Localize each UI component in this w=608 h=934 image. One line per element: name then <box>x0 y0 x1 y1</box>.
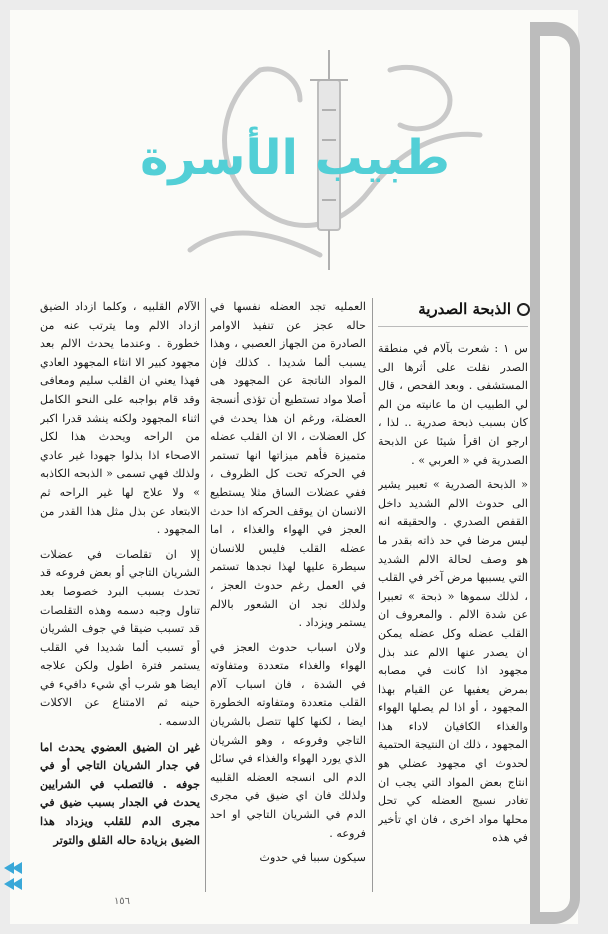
arrows-icon <box>2 858 24 892</box>
paragraph: سيكون سببا في حدوث <box>259 851 366 865</box>
section-heading <box>378 296 530 322</box>
paragraph: « الذبحة الصدرية » تعبير يشير الى حدوث الالم الشديد داخل القفص الصدري . والحقيقه انه ليس مرضا في حد ذاته بقدر ما هو وصف لحالة الالم الشديد التي يسببها مرض آخر في القلب ، لذلك سموها « ذبحة » تعبيرا عن شدة الالم . والمعروف ان القلب عضله وكل عضله يمكن ان يصدر عنها الالم عند بذل مجهود اذا كانت في مصابه بمرض يعفيها عن القيام بهذا المجهود ، أو اذا لم يصلها الهواء والغذاء الكافيان لاداء هذا المجهود ، ذلك ان النتيجة الحتمية لحدوث اي مجهود عضلي هو انتاج بعض المواد التي يجب ان تغادر نسيج العضله كي تحل محلها مواد اخرى ، فان اي تأخير في هذه <box>378 478 528 845</box>
page-title: طبيب الأسرة <box>140 130 450 186</box>
page-frame-inner <box>540 36 570 912</box>
article-column-2 <box>210 298 366 892</box>
section-heading-text: الذبحة الصدرية <box>418 300 511 318</box>
paragraph: العمليه تجد العضله نفسها في حاله عجز عن تنفيذ الاوامر الصادرة من الجهاز العصبي ، وهذا يسبب ألما شديدا . كذلك فإن المواد الناتجة عن المجهود هى أصلا مواد تستطيع أن تؤذى أنسجة العضلة، ورغم ان هذا يحدث في كل العضلات ، الا ان القلب عضله متميزة فأهم ميزاتها انها تستمر في الحركه تحت كل الظروف ، ففي عضلات الساق مثلا يستطيع الانسان ان يوقف الحركه اذا حدث العجز في الهواء والغذاء ، اما عضله القلب فليس للانسان سيطرة عليها لهذا نجدها تستمر في العمل رغم حدوث العجز ، ولذلك نجد ان الشعور بالالم يستمر ويزداد . <box>210 300 366 630</box>
column-divider-right <box>372 298 373 892</box>
paragraph: الآلام القلبيه ، وكلما ازداد الضيق ازداد الالم وما يترتب عنه من خطورة . وعندما يحدث الالم بعد مجهود كبير الا انثاء المجهود العادي فهذا يعني ان القلب سليم ومعافى وقد قام بواجبه على النحو الكامل اثناء المجهود ولكنه ينشد قدرا اكبر من الراحه ويحدث هذا لكل الاصحاء اذا بذلوا جهودا غير عادي ولذلك فهي تسمى « الذبحه الكاذبه » ولا علاج لها غير الراحه ثم الابتعاد عن بذل مثل هذا القدر من المجهود . <box>40 300 200 537</box>
heading-rule <box>378 326 528 327</box>
paragraph: ولان اسباب حدوث العجز في الهواء والغذاء متعددة ومتفاوته في الشدة ، فان اسباب آلام القلب متعددة ومتفاوته الخطورة ايضا ، لكنها كلها تتصل بالشريان التاجي وفروعه ، وهو الشريان الذي يورد الهواء والغذاء في سائل الدم الى انسجه العضله القلبيه ولذلك فان اي ضيق في مجرى الدم في الشريان التاجي او احد فروعه . <box>210 640 366 840</box>
paragraph: غير ان الضيق العضوي يحدث اما في جدار الشريان التاجي أو في جوفه . فالتصلب في الشرايين يحدث في الجدار بسبب ضيق في مجرى الدم للقلب ويزداد هذا الضيق بزيادة حاله القلق والتوتر <box>40 739 200 847</box>
paragraph: س ١ : شعرت بآلام في منطقة الصدر نقلت على أثرها الى المستشفى . وبعد الفحص ، قال لي الطبيب ان ما عانيته من الم كان بسبب ذبحة صدرية .. لذا ، ارجو ان اقرأ شيئا عن الذبحة الصدرية في « العربي » . <box>378 342 528 467</box>
page-number: ١٥٦ <box>113 896 131 907</box>
article-column-3 <box>40 298 200 892</box>
paragraph: إلا ان تقلصات في عضلات الشريان التاجي أو بعض فروعه قد تحدث بسبب البرد خصوصا بعد تناول وجبه دسمه وهذه التقلصات قد تسبب ضيقا في جوف الشريان أو تسبب ألما شديدا في القلب يستمر فترة اطول ولكن علاجه ايضا هو شرب أي شيء دافيء في حينه ثم الامتناع عن الاكلات الدسمه . <box>40 547 200 729</box>
circle-icon <box>517 303 530 316</box>
article-column-1 <box>378 340 528 892</box>
column-divider-left <box>205 298 206 892</box>
